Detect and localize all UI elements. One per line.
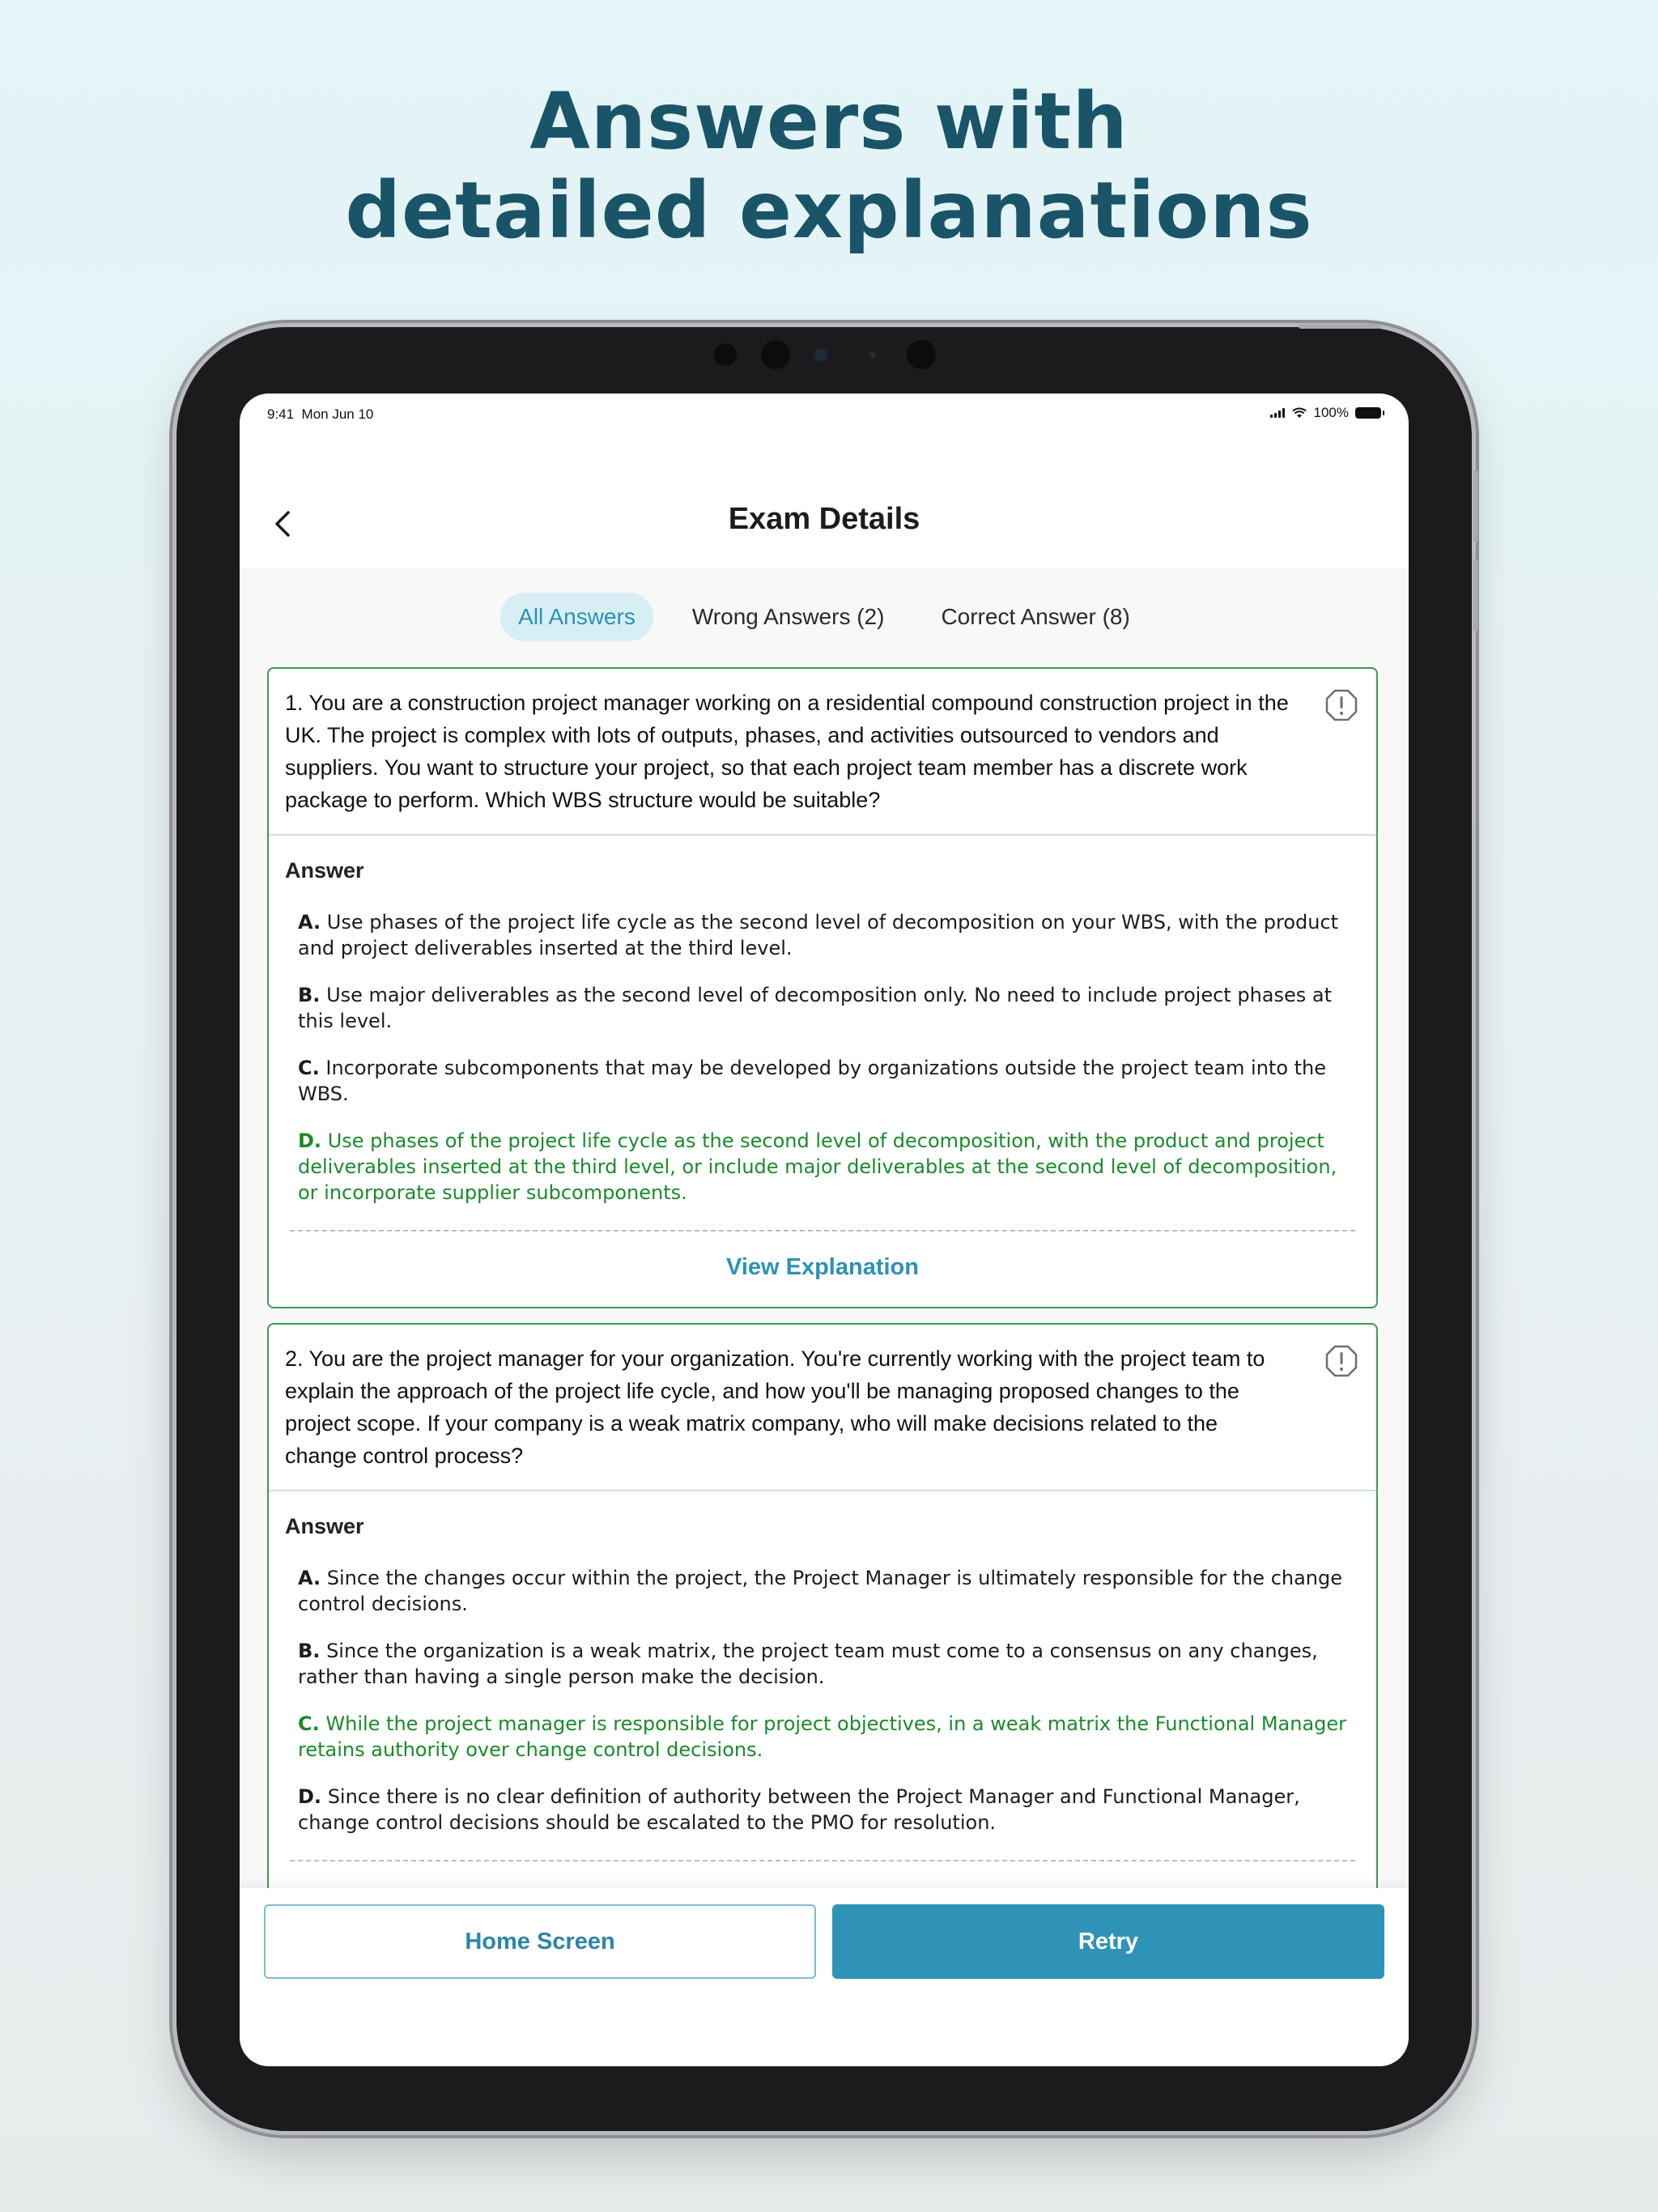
status-bar	[240, 393, 1409, 434]
answer-filter-tabs	[240, 593, 1409, 641]
volume-button	[1299, 324, 1380, 329]
option-text: Use major deliverables as the second level of decomposition only. No need to include project phases at this level.	[298, 984, 1333, 1032]
question-card	[267, 667, 1378, 1308]
headline	[0, 77, 1658, 255]
option-text: While the project manager is responsible for project objectives, in a weak matrix the Functional Manager retains authority over change control decisions.	[298, 1712, 1347, 1761]
option-d	[285, 1784, 1360, 1836]
status-clock: 9:41	[267, 406, 295, 422]
question-body: 1. You are a construction project manager working on a residential compound construction project in the UK. The project is complex with lots of outputs, phases, and activities outsourced to vendors and suppliers. You want to structure your project, so that each project team member has a discrete work package to perform. Which WBS structure would be suitable?	[285, 691, 1289, 812]
option-letter: B.	[298, 984, 321, 1006]
status-date: Mon Jun 10	[301, 406, 374, 422]
option-letter: C.	[298, 1057, 320, 1079]
option-b	[285, 982, 1360, 1034]
status-indicators	[1270, 405, 1381, 421]
question-text	[269, 669, 1376, 836]
option-text: Since there is no clear definition of authority between the Project Manager and Functional Manager, change control decisions should be escalated to the PMO for resolution.	[298, 1785, 1300, 1834]
signal-icon	[1270, 408, 1285, 418]
option-text: Since the organization is a weak matrix, the project team must come to a consensus on any changes, rather than having a single person make the decision.	[298, 1640, 1318, 1688]
answer-heading: Answer	[285, 858, 364, 883]
battery-percent: 100%	[1313, 405, 1349, 420]
answer-section	[269, 836, 1376, 1307]
retry-button[interactable]: Retry	[832, 1904, 1384, 1979]
option-letter: C.	[298, 1712, 320, 1735]
sensor-dot	[869, 351, 876, 358]
status-time	[267, 406, 373, 423]
sensor-dot	[907, 340, 936, 369]
sensor-dot	[761, 340, 790, 369]
option-d-correct	[285, 1128, 1360, 1206]
option-a	[285, 909, 1360, 961]
option-letter: D.	[298, 1129, 322, 1152]
view-explanation-link[interactable]: View Explanation	[726, 1254, 919, 1280]
question-body: 2. You are the project manager for your organization. You're currently working with the project team to explain the approach of the project life cycle, and how you'll be managing proposed changes to the project scope. If your company is a weak matrix company, who will make decisions related to the change control process?	[285, 1346, 1265, 1468]
option-text: Incorporate subcomponents that may be developed by organizations outside the project team into the WBS.	[298, 1057, 1327, 1105]
camera-lens	[814, 348, 827, 361]
dashed-divider	[290, 1860, 1355, 1861]
option-text: Use phases of the project life cycle as the second level of decomposition on your WBS, with the product and project deliverables inserted at the third level.	[298, 911, 1339, 959]
side-button	[1473, 470, 1478, 542]
nav-bar	[240, 474, 1409, 568]
battery-icon	[1355, 407, 1381, 419]
option-letter: B.	[298, 1640, 321, 1662]
option-b	[285, 1638, 1360, 1690]
option-letter: D.	[298, 1785, 322, 1808]
option-letter: A.	[298, 911, 321, 934]
headline-line-1: Answers with	[529, 76, 1129, 167]
report-issue-icon[interactable]	[1324, 1344, 1358, 1378]
answer-heading: Answer	[285, 1514, 364, 1538]
option-text: Use phases of the project life cycle as the second level of decomposition, with the product and project deliverables inserted at the third level, or include major deliverables at the second level of decomposition, or incorporate supplier subcomponents.	[298, 1129, 1337, 1204]
option-a	[285, 1565, 1360, 1617]
question-text	[269, 1325, 1376, 1491]
option-c-correct	[285, 1711, 1360, 1763]
option-c	[285, 1055, 1360, 1107]
answer-section	[269, 1491, 1376, 1861]
headline-line-2: detailed explanations	[345, 165, 1313, 256]
home-screen-button[interactable]: Home Screen	[264, 1904, 816, 1979]
tab-all-answers[interactable]: All Answers	[500, 593, 653, 641]
question-card	[267, 1323, 1378, 1888]
sensor-dot	[714, 343, 737, 366]
tab-wrong-answers[interactable]: Wrong Answers (2)	[691, 604, 885, 629]
exam-details-content[interactable]	[240, 568, 1409, 1888]
option-letter: A.	[298, 1567, 321, 1589]
side-button	[1473, 559, 1478, 632]
app-screen	[240, 393, 1409, 2066]
tab-correct-answers[interactable]: Correct Answer (8)	[941, 604, 1130, 629]
bottom-action-bar	[240, 1888, 1409, 2066]
wifi-icon	[1291, 407, 1307, 419]
page-title: Exam Details	[728, 502, 920, 536]
option-text: Since the changes occur within the project, the Project Manager is ultimately responsible for the change control decisions.	[298, 1567, 1343, 1615]
report-issue-icon[interactable]	[1324, 688, 1358, 722]
